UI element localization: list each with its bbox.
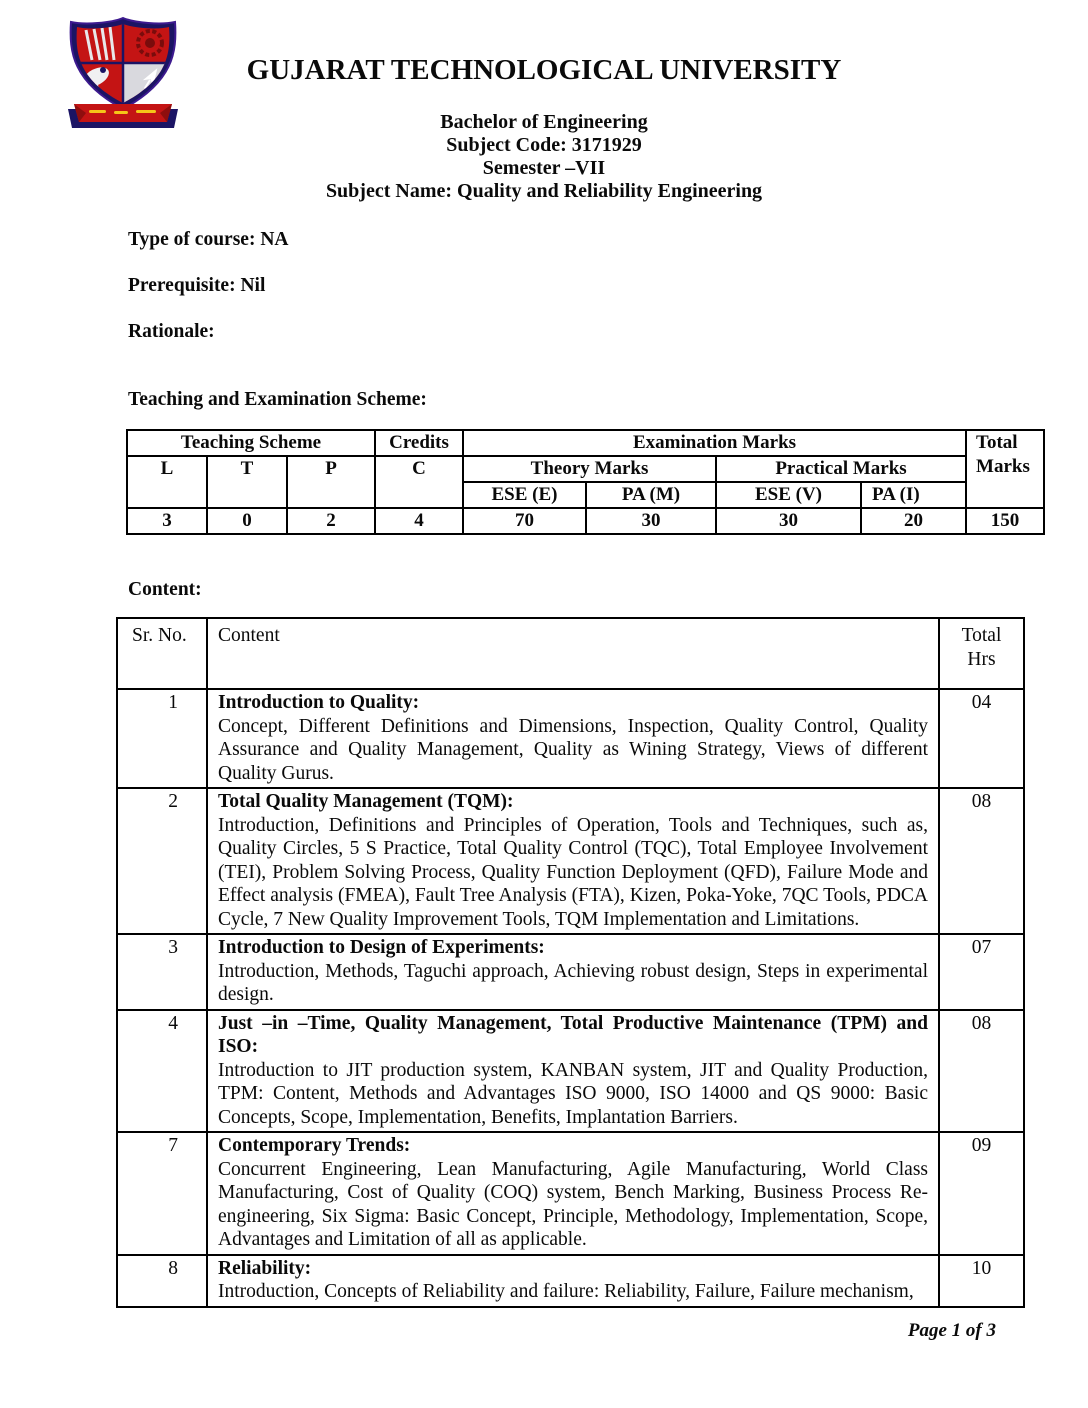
content-row-main: [207, 788, 939, 934]
subject-name-line: Subject Name: Quality and Reliability Engineering: [325, 180, 763, 202]
column-header-total-hrs: [939, 618, 1024, 689]
scheme-header-credits: Credits: [375, 430, 463, 456]
content-row: [117, 1010, 1024, 1133]
content-row-sr: 1: [117, 689, 207, 788]
scheme-header-t: T: [207, 456, 287, 508]
content-row-hours: 10: [939, 1255, 1024, 1307]
scheme-value-total: 150: [966, 508, 1044, 534]
scheme-header-ese-e: ESE (E): [463, 482, 586, 508]
content-row-sr: 3: [117, 934, 207, 1010]
scheme-header-theory: Theory Marks: [463, 456, 716, 482]
gtu-shield-logo-icon: [62, 14, 184, 136]
type-of-course: Type of course: NA: [128, 229, 289, 250]
content-row: [117, 689, 1024, 788]
content-row-title: Introduction to Quality:: [218, 692, 420, 713]
content-row-hours: 04: [939, 689, 1024, 788]
scheme-value-t: 0: [207, 508, 287, 534]
scheme-header-total-marks: [966, 430, 1044, 508]
content-row-sr: 7: [117, 1132, 207, 1255]
scheme-value-pa-m: 30: [586, 508, 716, 534]
scheme-value-ese-v: 30: [716, 508, 861, 534]
content-table: [116, 617, 1025, 1308]
content-row-body: Introduction, Definitions and Principles of Operation, Tools and Techniques, such as, Quality Circles, 5 S Practice, Total Quality Control (TQC), Total Employee Involvement (TEI), Problem Solving Process, Quality Function Deployment (QFD), Failure Mode and Effect analysis (FMEA), Fault Tree Analysis (FTA), Kizen, Poka-Yoke, 7QC Tools, PDCA Cycle, 7 New Quality Improvement Tools, TQM Implementation and Limitations.: [218, 814, 928, 930]
scheme-header-total-marks-label: Total Marks: [976, 432, 1030, 477]
scheme-value-p: 2: [287, 508, 375, 534]
program-line: Bachelor of Engineering: [440, 111, 648, 133]
prerequisite: Prerequisite: Nil: [128, 275, 266, 296]
content-row-sr: 4: [117, 1010, 207, 1133]
content-row-sr: 2: [117, 788, 207, 934]
scheme-header-pa-i: PA (I): [861, 482, 966, 508]
content-row-hours: 08: [939, 788, 1024, 934]
column-header-total-hrs-label: Total Hrs: [961, 625, 1002, 670]
content-row-title: Reliability:: [218, 1257, 312, 1279]
content-heading: Content:: [128, 579, 202, 600]
content-row-title: Contemporary Trends:: [218, 1135, 411, 1156]
scheme-heading: Teaching and Examination Scheme:: [128, 389, 427, 410]
scheme-header-p: P: [287, 456, 375, 508]
gtu-logo: [62, 14, 184, 136]
column-header-sr-no: Sr. No.: [117, 618, 207, 689]
content-row-main: [207, 1255, 939, 1307]
content-row-main: [207, 689, 939, 788]
content-row: [117, 1255, 1024, 1307]
content-row: [117, 934, 1024, 1010]
content-row-main: [207, 934, 939, 1010]
scheme-header-ese-v: ESE (V): [716, 482, 861, 508]
page-number: Page 1 of 3: [907, 1319, 996, 1341]
content-row-sr: 8: [117, 1255, 207, 1307]
scheme-header-practical: Practical Marks: [716, 456, 966, 482]
content-row: [117, 1132, 1024, 1255]
scheme-value-l: 3: [127, 508, 207, 534]
scheme-header-teaching: Teaching Scheme: [127, 430, 375, 456]
content-row-hours: 07: [939, 934, 1024, 1010]
rationale: Rationale:: [128, 321, 215, 342]
scheme-table: [126, 429, 1045, 535]
scheme-header-l: L: [127, 456, 207, 508]
content-row-body: Concept, Different Definitions and Dimensions, Inspection, Quality Control, Quality Assurance and Quality Management, Quality as Wining Strategy, Views of different Quality Gurus.: [218, 715, 928, 784]
content-row-title: Just –in –Time, Quality Management, Total Productive Maintenance (TPM) and ISO:: [218, 1012, 928, 1057]
content-row-body: Concurrent Engineering, Lean Manufacturing, Agile Manufacturing, World Class Manufacturing, Cost of Quality (COQ) system, Bench Marking, Business Process Re-engineering, Six Sigma: Basic Concept, Principle, Methodology, Implementation, Scope, Advantages and Limitation of all as applicable.: [218, 1158, 928, 1250]
scheme-header-c: C: [375, 456, 463, 508]
university-title: GUJARAT TECHNOLOGICAL UNIVERSITY: [246, 54, 842, 86]
content-row-title: Total Quality Management (TQM):: [218, 791, 514, 812]
content-row-hours: 08: [939, 1010, 1024, 1133]
scheme-header-examination: Examination Marks: [463, 430, 966, 456]
subject-code-line: Subject Code: 3171929: [446, 134, 642, 156]
course-meta: [128, 229, 1088, 343]
column-header-content: Content: [207, 618, 939, 689]
scheme-value-c: 4: [375, 508, 463, 534]
content-row-main: [207, 1132, 939, 1255]
scheme-header-pa-m: PA (M): [586, 482, 716, 508]
semester-line: Semester –VII: [482, 157, 606, 179]
content-row-hours: 09: [939, 1132, 1024, 1255]
content-row-body: Introduction, Concepts of Reliability and failure: Reliability, Failure, Failure mechanism,: [218, 1281, 914, 1302]
content-row-main: [207, 1010, 939, 1133]
content-row-body: Introduction to JIT production system, KANBAN system, JIT and Quality Production, TPM: Content, Methods and Advantages ISO 9000, ISO 14000 and QS 9000: Basic Concepts, Scope, Implementation, Benefits, Implantation Barriers.: [218, 1059, 928, 1128]
scheme-value-pa-i: 20: [861, 508, 966, 534]
content-row-title: Introduction to Design of Experiments:: [218, 937, 545, 958]
content-table-header-row: [117, 618, 1024, 689]
scheme-value-ese-e: 70: [463, 508, 586, 534]
content-row-body: Introduction, Methods, Taguchi approach, Achieving robust design, Steps in experimental design.: [218, 960, 928, 1005]
content-row: [117, 788, 1024, 934]
